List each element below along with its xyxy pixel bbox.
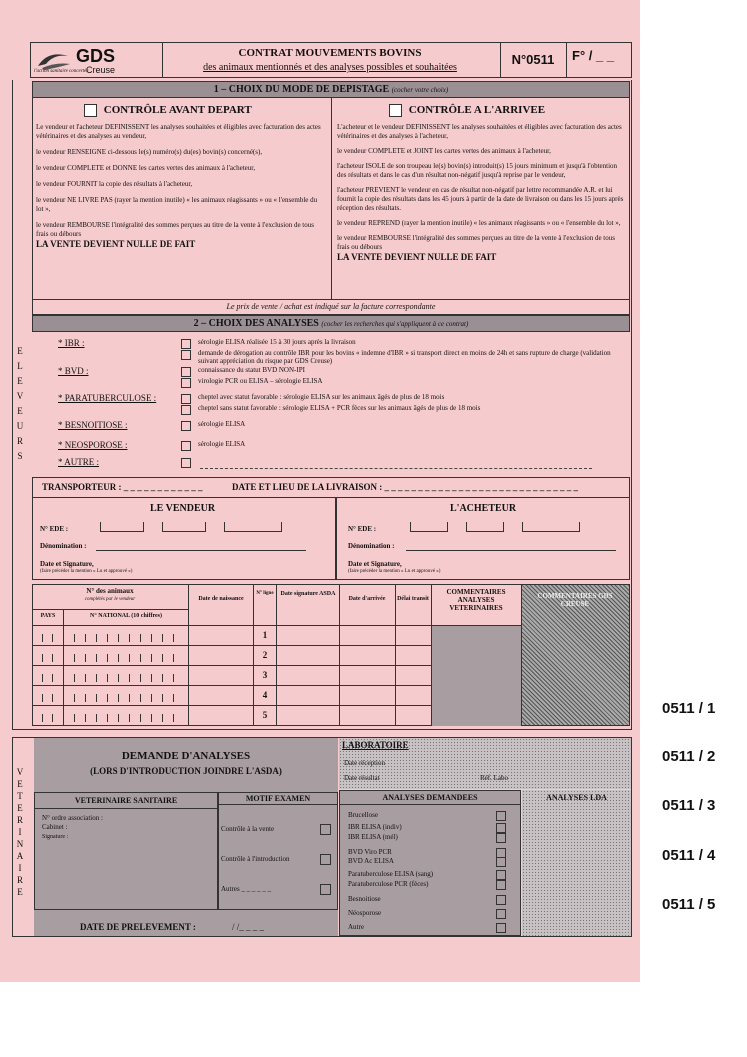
national-tick	[96, 694, 97, 702]
national-tick	[118, 714, 119, 722]
logo-text: GDS	[76, 46, 116, 66]
date-lieu-livraison-field[interactable]: DATE ET LIEU DE LA LIVRAISON : _ _ _ _ _ _ _ _ _ _ _ _ _ _ _ _ _ _ _ _ _ _ _ _ _ _ _ _ _	[232, 482, 578, 492]
arrivee-p2: le vendeur COMPLETE et JOINT les cartes vertes des animaux à l'acheteur,	[337, 147, 551, 155]
national-tick	[151, 634, 152, 642]
th-arrivee: Date d'arrivée	[348, 596, 386, 602]
national-tick	[96, 654, 97, 662]
analysis-checkbox[interactable]	[181, 421, 191, 431]
analysis-checkbox[interactable]	[181, 378, 191, 388]
analysis-requested-label: BVD Ac ELISA	[348, 857, 394, 865]
pays-tick	[52, 634, 53, 642]
analysis-label: * IBR :	[58, 338, 85, 348]
side-letter: I	[18, 827, 22, 837]
analysis-requested-checkbox[interactable]	[496, 833, 506, 843]
reference-label: 0511 / 2	[662, 748, 716, 765]
section1-title-bar: 1 – CHOIX DU MODE DE DEPISTAGE (cocher votre choix)	[32, 81, 630, 98]
labo-title: LABORATOIRE	[342, 740, 409, 750]
national-tick	[118, 674, 119, 682]
national-tick	[107, 714, 108, 722]
side-letter: E	[17, 376, 23, 386]
table-row	[32, 628, 521, 646]
vendeur-date-note: (faire précéder la mention « Lu et approuvé »)	[40, 569, 133, 574]
side-letter: T	[17, 791, 23, 801]
national-tick	[85, 634, 86, 642]
national-tick	[96, 674, 97, 682]
acheteur-ede-input[interactable]	[410, 522, 580, 532]
acheteur-ede-label: N° EDE :	[348, 525, 377, 533]
national-tick	[129, 714, 130, 722]
analysis-requested-label: Besnoitiose	[348, 895, 381, 903]
pays-tick	[52, 694, 53, 702]
pays-tick	[42, 634, 43, 642]
motif-checkbox[interactable]	[320, 824, 331, 835]
labo-ref[interactable]: Réf. Labo	[480, 774, 508, 782]
arrivee-p7: LA VENTE DEVIENT NULLE DE FAIT	[337, 252, 497, 262]
analysis-option: sérologie ELISA	[198, 420, 246, 428]
line-number: 4	[262, 690, 268, 700]
analysis-requested-checkbox[interactable]	[496, 857, 506, 867]
row-divider	[32, 685, 431, 686]
national-tick	[85, 714, 86, 722]
national-tick	[74, 674, 75, 682]
vendeur-denomination-label: Dénomination :	[40, 542, 87, 550]
arrivee-p1: L'acheteur et le vendeur DEFINISSENT les analyses souhaitées et éligibles avec facturation des actes vétérinaires et des analyses à l'acheteur,	[337, 123, 622, 140]
table-row	[32, 688, 521, 706]
national-tick	[96, 714, 97, 722]
national-tick	[118, 634, 119, 642]
side-letter: V	[16, 767, 24, 777]
national-tick	[74, 654, 75, 662]
checkbox-controle-depart[interactable]	[84, 104, 97, 117]
th-animaux: N° des animaux	[86, 587, 134, 595]
national-tick	[85, 654, 86, 662]
analysis-requested-label: Paratuberculose PCR (fèces)	[348, 880, 429, 888]
acheteur-denomination-label: Dénomination :	[348, 542, 395, 550]
pays-tick	[52, 714, 53, 722]
side-letter: V	[16, 391, 24, 401]
th-animaux-sub: complétés par le vendeur	[84, 597, 136, 602]
analysis-requested-checkbox[interactable]	[496, 923, 506, 933]
depart-p2: le vendeur RENSEIGNE ci-dessous le(s) numéro(s) du(es) bovin(s) concerné(s),	[36, 148, 263, 156]
vendeur-date-signature[interactable]: Date et Signature,	[40, 560, 94, 568]
line-number: 3	[262, 670, 268, 680]
analysis-requested-checkbox[interactable]	[496, 811, 506, 821]
acheteur-date-note: (faire précéder la mention « Lu et approuvé »)	[348, 569, 441, 574]
analyses-demandees-title: ANALYSES DEMANDEES	[382, 793, 478, 802]
national-tick	[173, 694, 174, 702]
analysis-requested-checkbox[interactable]	[496, 870, 506, 880]
side-letter: E	[17, 779, 23, 789]
side-letter: N	[16, 839, 24, 849]
line-number: 1	[262, 630, 268, 640]
analysis-requested-label: IBR ELISA (indiv)	[348, 823, 402, 831]
th-signature: Date signature ASDA	[280, 591, 336, 597]
row-divider	[32, 645, 431, 646]
side-label-eleveurs	[15, 344, 25, 464]
analysis-checkbox[interactable]	[181, 367, 191, 377]
motif-label: Contrôle à la vente	[221, 825, 275, 833]
form-title: CONTRAT MOUVEMENTS BOVINS	[238, 47, 422, 59]
vendeur-title: LE VENDEUR	[150, 503, 216, 514]
side-letter: U	[16, 421, 24, 431]
analysis-label: * AUTRE :	[58, 457, 100, 467]
pays-tick	[42, 674, 43, 682]
national-tick	[151, 714, 152, 722]
analysis-checkbox[interactable]	[181, 339, 191, 349]
vet-sanitaire-box	[34, 792, 218, 910]
side-letter: R	[16, 436, 23, 446]
controle-arrivee: CONTRÔLE A L'ARRIVEE L'acheteur et le vendeur DEFINISSENT les analyses souhaitées et éligibles avec facturation des actes vétérinaires et des analyses à l'acheteur, le vendeur COMPLETE et JOINT les cartes vertes des animaux à l'acheteur, l'acheteur ISOLE de son troupeau le(s) bovin(s) introduit(s) 15 jours minimum et jusqu'à l'obtention des résultats et dans le cas d'un résultat non-négatif jusqu'à reprise par le vendeur, l'acheteur PREVIENT le vendeur en cas de résultat non-négatif par lettre recommandée A.R. et lui fournit la copie des résultats dans les 45 jours à partir de la date de livraison ou dans les 15 jours après réception des résultats. le vendeur REPREND (rayer la mention inutile) « les animaux réagissants » ou « l'ensemble du lot », le vendeur REMBOURSE l'intégralité des sommes perçues au titre de la vente à l'exclusion de tous frais ou débours LA VENTE DEVIENT NULLE DE FAIT	[337, 104, 624, 262]
national-tick	[107, 654, 108, 662]
line-number: 5	[262, 710, 268, 720]
transporteur-field[interactable]: TRANSPORTEUR : _ _ _ _ _ _ _ _ _ _ _ _	[42, 482, 203, 492]
national-tick	[173, 634, 174, 642]
date-prelevement-field[interactable]: / /_ _ _ _	[232, 922, 265, 932]
national-tick	[96, 634, 97, 642]
national-tick	[118, 694, 119, 702]
logo-sub: Creuse	[86, 65, 116, 75]
motif-checkbox[interactable]	[320, 884, 331, 895]
national-tick	[162, 634, 163, 642]
national-tick	[173, 654, 174, 662]
depart-p1: Le vendeur et l'acheteur DEFINISSENT les analyses souhaitées et éligibles avec facturation des actes vétérinaires et des analyses au vendeur,	[36, 123, 321, 140]
reference-label: 0511 / 1	[662, 700, 716, 717]
analysis-option: virologie PCR ou ELISA – sérologie ELISA	[198, 377, 323, 385]
vet-ordre[interactable]: N° ordre association :	[42, 814, 103, 822]
arrivee-p3: l'acheteur ISOLE de son troupeau le(s) bovin(s) introduit(s) 15 jours minimum et jusqu'à l'obtention des résultats et dans le cas d'un résultat non-négatif jusqu'à reprise par le vendeur,	[337, 162, 618, 179]
th-pays: PAYS	[40, 613, 56, 619]
national-tick	[129, 694, 130, 702]
national-tick	[140, 714, 141, 722]
analysis-requested-label: IBR ELISA (mél)	[348, 833, 398, 841]
national-tick	[173, 674, 174, 682]
vet-sanitaire-title: VETERINAIRE SANITAIRE	[74, 796, 178, 805]
form-subtitle: des animaux mentionnés et des analyses possibles et souhaitées	[203, 62, 457, 73]
arrivee-p6: le vendeur REMBOURSE l'intégralité des sommes perçues au titre de la vente à l'exclusion de tous frais ou débours	[337, 234, 615, 251]
demande-subtitle: (LORS D'INTRODUCTION JOINDRE L'ASDA)	[90, 766, 282, 776]
section2-title-bar: 2 – CHOIX DES ANALYSES (cocher les recherches qui s'appliquent à ce contrat)	[32, 315, 630, 332]
analysis-label: * NEOSPOROSE :	[58, 440, 128, 450]
national-tick	[129, 654, 130, 662]
national-tick	[140, 674, 141, 682]
arrivee-p4: l'acheteur PREVIENT le vendeur en cas de résultat non-négatif par lettre recommandée A.R. et lui fournit la copie des résultats dans les 45 jours à partir de la date de livraison ou dans les 15 jours après réception des résultats.	[337, 186, 624, 212]
national-tick	[162, 714, 163, 722]
motif-label: Autres _ _ _ _ _ _	[221, 885, 272, 893]
analysis-checkbox[interactable]	[181, 441, 191, 451]
vet-signature[interactable]: Signature :	[42, 834, 69, 840]
row-divider	[32, 665, 431, 666]
analysis-requested-label: Autre	[348, 923, 364, 931]
side-label-veterinaire	[15, 766, 25, 898]
demande-title: DEMANDE D'ANALYSES	[121, 750, 251, 762]
national-tick	[151, 654, 152, 662]
side-letter: I	[18, 863, 22, 873]
side-letter: R	[16, 815, 23, 825]
national-tick	[118, 654, 119, 662]
folio: F° / _ _	[572, 48, 615, 63]
controle-depart: CONTRÔLE AVANT DEPART Le vendeur et l'acheteur DEFINISSENT les analyses souhaitées et éligibles avec facturation des actes vétérinaires et des analyses au vendeur, le vendeur RENSEIGNE ci-dessous le(s) numéro(s) du(es) bovin(s) concerné(s), le vendeur COMPLETE et DONNE les cartes vertes des animaux à l'acheteur, le vendeur FOURNIT la copie des résultats à l'acheteur, le vendeur NE LIVRE PAS (rayer la mention inutile) « les animaux réagissants » ou « l'ensemble du lot », le vendeur REMBOURSE l'intégralité des sommes perçues au titre de la vente à l'exclusion de tous frais ou débours LA VENTE DEVIENT NULLE DE FAIT	[36, 104, 326, 249]
labo-reception[interactable]: Date réception	[344, 759, 386, 767]
acheteur-title: L'ACHETEUR	[450, 503, 517, 514]
analysis-checkbox[interactable]	[181, 458, 191, 468]
checkbox-controle-arrivee[interactable]	[389, 104, 402, 117]
national-tick	[85, 674, 86, 682]
national-tick	[140, 654, 141, 662]
analyses-lda-box	[522, 790, 631, 936]
depart-p6: le vendeur REMBOURSE l'intégralité des sommes perçues au titre de la vente à l'exclusion de tous frais ou débours	[36, 221, 314, 238]
analysis-option: connaissance du statut BVD NON-IPI	[198, 366, 305, 374]
depart-p7: LA VENTE DEVIENT NULLE DE FAIT	[36, 239, 196, 249]
national-tick	[151, 694, 152, 702]
table-row	[32, 708, 521, 726]
pays-tick	[42, 714, 43, 722]
analysis-option: cheptel sans statut favorable : sérologie ELISA + PCR fèces sur les animaux âgés de plus de 18 mois	[198, 404, 481, 412]
pays-tick	[42, 654, 43, 662]
pays-tick	[52, 674, 53, 682]
side-letter: E	[17, 803, 23, 813]
side-letter: S	[17, 451, 23, 461]
price-note: Le prix de vente / achat est indiqué sur la facture correspondante	[226, 302, 436, 311]
reference-label: 0511 / 4	[662, 847, 716, 864]
side-letter: R	[16, 875, 23, 885]
th-ligne: N° ligne	[256, 591, 274, 596]
analysis-requested-checkbox[interactable]	[496, 909, 506, 919]
th-naissance: Date de naissance	[198, 596, 244, 602]
vendeur-ede-label: N° EDE :	[40, 525, 69, 533]
vet-cabinet[interactable]: Cabinet :	[42, 823, 68, 831]
analysis-requested-label: BVD Viro PCR	[348, 848, 392, 856]
national-tick	[140, 634, 141, 642]
side-letter: E	[17, 346, 23, 356]
motif-title: MOTIF EXAMEN	[245, 794, 311, 803]
analysis-label: * BESNOITIOSE :	[58, 420, 128, 430]
side-letter: E	[17, 406, 23, 416]
th-delai: Délai transit	[397, 596, 429, 602]
line-number: 2	[262, 650, 268, 660]
national-tick	[151, 674, 152, 682]
depart-p3: le vendeur COMPLETE et DONNE les cartes vertes des animaux à l'acheteur,	[36, 164, 256, 172]
motif-checkbox[interactable]	[320, 854, 331, 865]
analysis-requested-label: Brucellose	[348, 811, 378, 819]
analyses-lda-title: ANALYSES LDA	[546, 793, 607, 802]
analysis-checkbox[interactable]	[181, 405, 191, 415]
national-tick	[107, 634, 108, 642]
gds-logo	[34, 46, 162, 76]
analysis-option: sérologie ELISA réalisée 15 à 30 jours après la livraison	[198, 338, 356, 346]
analysis-option: cheptel avec statut favorable : sérologie ELISA sur les animaux âgés de plus de 18 mois	[198, 393, 445, 401]
contract-number: N°0511	[511, 52, 555, 67]
motif-label: Contrôle à l'introduction	[221, 855, 290, 863]
national-tick	[107, 694, 108, 702]
analysis-requested-checkbox[interactable]	[496, 823, 506, 833]
vendeur-ede-input[interactable]	[100, 522, 280, 532]
analysis-label: * BVD :	[58, 366, 89, 376]
analysis-label: * PARATUBERCULOSE :	[58, 393, 157, 403]
national-tick	[85, 694, 86, 702]
national-tick	[107, 674, 108, 682]
th-commentaires-gds: COMMENTAIRES GDS CREUSE	[537, 592, 613, 608]
depart-p5: le vendeur NE LIVRE PAS (rayer la mention inutile) « les animaux réagissants » ou « l'ensemble du lot »,	[36, 196, 318, 213]
acheteur-date-signature[interactable]: Date et Signature,	[348, 560, 402, 568]
national-tick	[129, 634, 130, 642]
analysis-option: demande de dérogation au contrôle IBR pour les bovins « indemne d'IBR » si transport direct en moins de 24h et sans rupture de charge (validation suivant appréciation du risque par GDS Creuse)	[198, 349, 611, 365]
analysis-requested-label: Néosporose	[348, 909, 382, 917]
pays-tick	[52, 654, 53, 662]
row-divider	[32, 705, 431, 706]
national-tick	[74, 714, 75, 722]
side-letter: L	[17, 361, 23, 371]
reference-label: 0511 / 3	[662, 797, 716, 814]
side-letter: E	[17, 887, 23, 897]
national-tick	[162, 674, 163, 682]
reference-label: 0511 / 5	[662, 896, 716, 913]
logo-tagline: l'action sanitaire concertée	[34, 69, 89, 74]
national-tick	[74, 694, 75, 702]
depart-p4: le vendeur FOURNIT la copie des résultats à l'acheteur,	[36, 180, 193, 188]
national-tick	[129, 674, 130, 682]
analysis-requested-checkbox[interactable]	[496, 895, 506, 905]
analysis-requested-label: Paratuberculose ELISA (sang)	[348, 870, 434, 878]
labo-resultat[interactable]: Date résultat	[344, 774, 380, 782]
table-row	[32, 648, 521, 666]
table-row	[32, 668, 521, 686]
national-tick	[74, 634, 75, 642]
arrivee-p5: le vendeur REPREND (rayer la mention inutile) « les animaux réagissants » ou « l'ensemble du lot »,	[337, 219, 621, 227]
side-letter: A	[16, 851, 24, 861]
th-national: N° NATIONAL (10 chiffres)	[89, 613, 162, 619]
date-prelevement-label: DATE DE PRELEVEMENT :	[80, 922, 196, 932]
analysis-checkbox[interactable]	[181, 350, 191, 360]
analysis-requested-checkbox[interactable]	[496, 880, 506, 890]
national-tick	[173, 714, 174, 722]
analysis-checkbox[interactable]	[181, 394, 191, 404]
national-tick	[162, 694, 163, 702]
pays-tick	[42, 694, 43, 702]
analysis-option: sérologie ELISA	[198, 440, 246, 448]
national-tick	[140, 694, 141, 702]
th-commentaires-vet: COMMENTAIRES ANALYSES VETERINAIRES	[446, 588, 506, 612]
national-tick	[162, 654, 163, 662]
